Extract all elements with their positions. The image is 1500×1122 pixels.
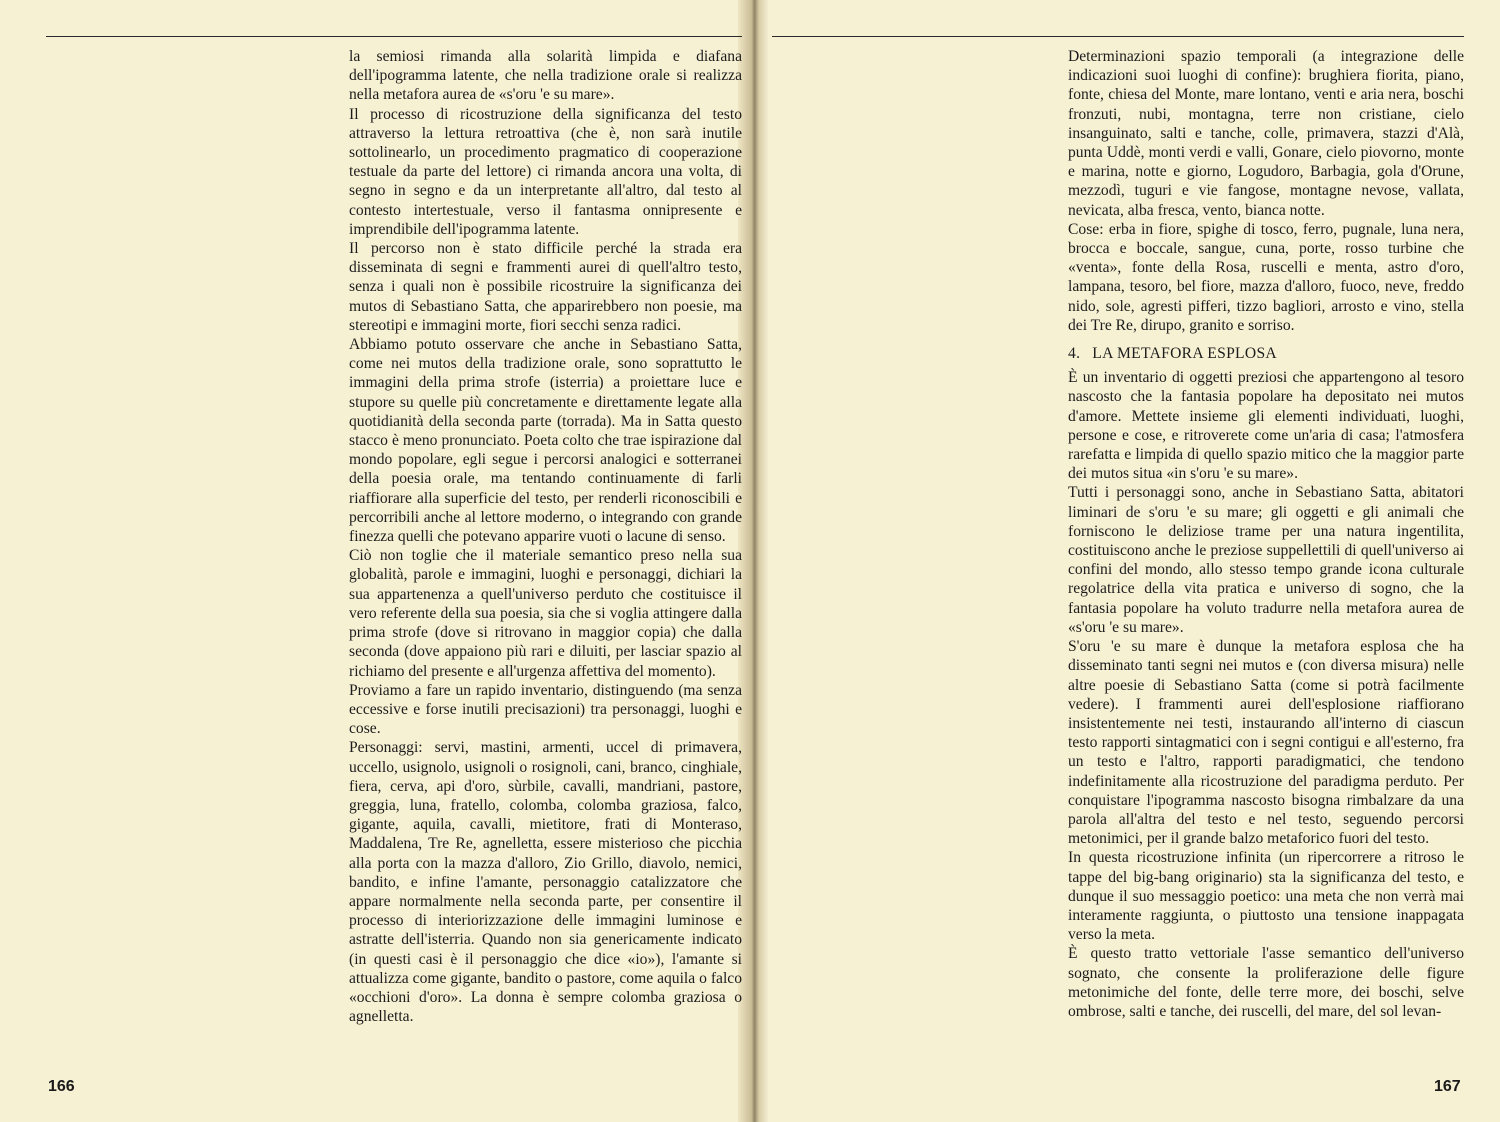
- section-heading: [1068, 344, 1464, 363]
- paragraph: Determinazioni spazio temporali (a integrazione delle indicazioni suoi luoghi di confine): brughiera fiorita, piano, fonte, chiesa del Monte, mare lontano, venti e aria nera, boschi fronzuti, nubi, montagna, terre non cristiane, cielo insanguinato, salti e tanche, colle, primavera, stazzi d'Alà, punta Uddè, monti verdi e valli, Gonare, cielo piovorno, monte e marina, notte e giorno, Logudoro, Barbagia, gola d'Orune, mezzodì, tuguri e vie fangose, montagne nevose, vallata, nevicata, alba fresca, vento, bianca notte.: [1068, 48, 1464, 219]
- paragraph: Abbiamo potuto osservare che anche in Sebastiano Satta, come nei mutos della tradizione orale, sono soprattutto le immagini della prima strofe (isterria) a proiettare luce e stupore su quelle più concretamente e direttamente legate alla quotidianità della seconda parte (torrada). Ma in Satta questo stacco è meno pronunciato. Poeta colto che trae ispirazione dal mondo popolare, egli segue i percorsi analogici e sotterranei della poesia orale, ma tentando continuamente di farli riaffiorare alla superficie del testo, per renderli riconoscibili e percorribili anche al lettore moderno, o integrando con grande finezza quelli che potevano apparire vuoti o lacune di senso.: [349, 336, 742, 546]
- paragraph: la semiosi rimanda alla solarità limpida e diafana dell'ipogramma latente, che nella tradizione orale si realizza nella metafora aurea de «s'oru 'e su mare».: [349, 48, 742, 104]
- page-number-right: 167: [1434, 1078, 1461, 1095]
- paragraph: Proviamo a fare un rapido inventario, distinguendo (ma senza eccessive e forse inutili precisazioni) tra personaggi, luoghi e cose.: [349, 681, 742, 738]
- paragraph: Cose: erba in fiore, spighe di tosco, ferro, pugnale, luna nera, brocca e boccale, sangue, cuna, porte, rosso turbine che «venta», fonte della Rosa, ruscelli e menta, astro d'oro, lampana, tesoro, bel fiore, mazza d'alloro, fuoco, neve, freddo nido, sole, agresti pifferi, tizzo bagliori, arrosto e vino, stella dei Tre Re, dirupo, granito e sorriso.: [1068, 220, 1464, 334]
- section-title: LA METAFORA ESPLOSA: [1092, 345, 1277, 363]
- paragraph: S'oru 'e su mare è dunque la metafora esplosa che ha disseminato tanti segni nei mutos e (con diversa misura) nelle altre poesie di Sebastiano Satta (come si potrà facilmente vedere). I frammenti aurei dell'esplosione riaffiorano insistentemente nei testi, instaurando all'interno di ciascun testo rapporti sintagmatici con i segni contigui e all'esterno, fra un testo e l'altro, rapporti paradigmatici, che tendono indefinitamente alla ricostruzione del paradigma perduto. Per conquistare l'ipogramma nascosto bisogna rimbalzare da una parola all'altra del testo e nel testo, seguendo percorsi metonimici, per il grande balzo metaforico fuori del testo.: [1068, 638, 1464, 848]
- paragraph: Il percorso non è stato difficile perché la strada era disseminata di segni e frammenti aurei di quell'altro testo, senza i quali non è possibile ricostruire la significanza dei mutos di Sebastiano Satta, che apparirebbero non poesie, ma stereotipi e immagini morte, fiori secchi senza radici.: [349, 240, 742, 334]
- right-header-rule: [772, 36, 1464, 37]
- paragraph: Tutti i personaggi sono, anche in Sebastiano Satta, abitatori liminari de s'oru 'e su mare; gli oggetti e gli animali che forniscono le deliziose trame per una natura ingentilita, costituiscono anche le preziose suppellettili di quell'universo ai confini del mondo, allo stesso tempo grande icona culturale regolatrice della vita pratica e universo di sogno, che la fantasia popolare ha voluto tradurre nella metafora aurea de «s'oru 'e su mare».: [1068, 484, 1464, 636]
- right-page-text: [1068, 47, 1464, 1021]
- paragraph: In questa ricostruzione infinita (un ripercorrere a ritroso le tappe del big-bang originario) sta la significanza del testo, e dunque il suo messaggio poetico: una meta che non verrà mai interamente raggiunta, o piuttosto una tensione inappagata verso la meta.: [1068, 849, 1464, 944]
- paragraph: Il processo di ricostruzione della significanza del testo attraverso la lettura retroattiva (che è, non sarà inutile sottolinearlo, un procedimento pragmatico di cooperazione testuale da parte del lettore) ci rimanda ancora una volta, di segno in segno e da un interpretante all'altro, dal testo al contesto intertestuale, verso il fantasma onnipresente e imprendibile dell'ipogramma latente.: [349, 105, 742, 238]
- paragraph: Ciò non toglie che il materiale semantico preso nella sua globalità, parole e immagini, luoghi e personaggi, dichiari la sua appartenenza a quell'universo perduto che costituisce il vero referente della sua poesia, sia che si voglia attingere dalla prima strofe (dove si ritrovano in maggior copia) che dalla seconda (dove appaiono più rari e diluiti, per lasciar spazio al richiamo del presente e all'urgenza affettiva del momento).: [349, 547, 742, 680]
- paragraph: È questo tratto vettoriale l'asse semantico dell'universo sognato, che consente la proliferazione delle figure metonimiche del fonte, delle terre more, dei boschi, selve ombrose, salti e tanche, dei ruscelli, del mare, del sol levan-: [1068, 945, 1464, 1020]
- left-header-rule: [46, 36, 742, 37]
- page-number-left: 166: [48, 1078, 75, 1095]
- left-page-text: [349, 47, 742, 1026]
- book-gutter: [738, 0, 768, 1122]
- section-number: 4.: [1068, 345, 1081, 363]
- paragraph: È un inventario di oggetti preziosi che appartengono al tesoro nascosto che la fantasia popolare ha depositato nei mutos d'amore. Mettete insieme gli elementi individuati, luoghi, persone e cose, e ritroverete come un'aria di casa; l'atmosfera rarefatta e limpida di quello spazio mitico che la maggior parte dei mutos situa «in s'oru 'e su mare».: [1068, 369, 1464, 483]
- paragraph: Personaggi: servi, mastini, armenti, uccel di primavera, uccello, usignolo, usignoli o rosignoli, cani, branco, cinghiale, fiera, cerva, api d'oro, sùrbile, cavalli, mandriani, pastore, greggia, luna, fratello, colomba, colomba graziosa, falco, gigante, aquila, cavalli, mietitore, frati di Monteraso, Maddalena, Tre Re, agnelletta, essere misterioso che picchia alla porta con la mazza d'alloro, Zio Grillo, diavolo, nemici, bandito, e infine l'amante, personaggio catalizzatore che appare normalmente nella seconda parte, per consentire il processo di interiorizzazione delle immagini luminose e astratte dell'isterria. Quando non sia genericamente indicato (in questi casi è il personaggio che dice «io»), l'amante si attualizza come gigante, bandito o pastore, come aquila o falco «occhioni d'oro». La donna è sempre colomba graziosa o agnelletta.: [349, 739, 742, 1026]
